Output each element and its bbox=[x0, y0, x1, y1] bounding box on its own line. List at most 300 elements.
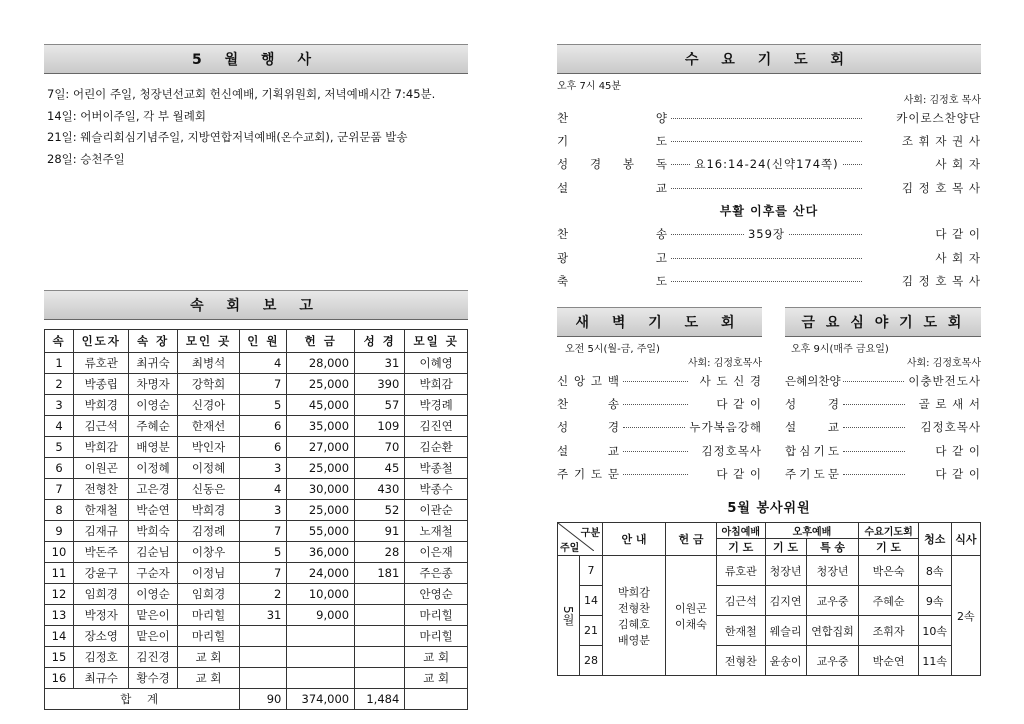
table-cell: 36,000 bbox=[287, 542, 355, 563]
table-cell: 박희경 bbox=[177, 500, 240, 521]
wed-prayer-header: 기 도 bbox=[859, 539, 918, 556]
table-cell: 8 bbox=[45, 500, 74, 521]
order-label-char: 설 bbox=[557, 443, 569, 458]
sermon-title: 부활 이후를 산다 bbox=[719, 203, 819, 218]
table-cell: 배영분 bbox=[129, 437, 177, 458]
table-row bbox=[45, 395, 468, 416]
wed-header: 수요기도회 bbox=[859, 523, 918, 539]
report-header: 속 회 보 고 bbox=[44, 290, 468, 320]
events-list bbox=[44, 84, 468, 170]
table-cell: 이혜영 bbox=[405, 353, 468, 374]
order-label-char: 기 bbox=[557, 134, 569, 149]
leader-dots bbox=[843, 380, 904, 382]
table-cell: 430 bbox=[355, 479, 405, 500]
order-value: 사 도 신 경 bbox=[699, 373, 762, 388]
wednesday-meta bbox=[557, 77, 981, 92]
order-label-char: 찬 bbox=[557, 110, 569, 125]
order-value: 김 정 호 목 사 bbox=[901, 180, 981, 195]
table-cell: 15 bbox=[45, 647, 74, 668]
order-label-char: 양 bbox=[655, 110, 667, 125]
table-cell: 25,000 bbox=[287, 500, 355, 521]
table-cell: 10,000 bbox=[287, 584, 355, 605]
order-label-char: 설 bbox=[785, 420, 797, 435]
order-value: 다 같 이 bbox=[935, 443, 981, 458]
table-row bbox=[45, 437, 468, 458]
table-cell: 교 회 bbox=[177, 668, 240, 689]
order-label-char: 도 bbox=[655, 274, 667, 289]
table-cell: 5 bbox=[240, 395, 287, 416]
service-cell: 10속 bbox=[918, 616, 951, 646]
service-cell: 9속 bbox=[918, 586, 951, 616]
table-cell: 31 bbox=[355, 353, 405, 374]
dawn-header: 새 벽 기 도 회 bbox=[557, 307, 762, 337]
table-cell: 109 bbox=[355, 416, 405, 437]
leader-dots bbox=[671, 187, 862, 189]
wednesday-host: 사회: 김정호 목사 bbox=[903, 95, 981, 106]
table-cell: 신동은 bbox=[177, 479, 240, 500]
order-label-char: 경 bbox=[589, 157, 602, 172]
order-line bbox=[785, 439, 981, 462]
order-label-char: 도 bbox=[827, 443, 839, 458]
order-label bbox=[557, 156, 667, 172]
service-offering bbox=[666, 556, 717, 676]
event-item: 28일: 승천주일 bbox=[47, 151, 125, 166]
friday-order bbox=[785, 369, 981, 486]
leader-dots bbox=[789, 233, 862, 235]
left-page bbox=[44, 0, 468, 724]
guide-name: 배영분 bbox=[618, 633, 650, 647]
table-cell: 교 회 bbox=[405, 668, 468, 689]
leader-dots bbox=[623, 473, 688, 475]
order-line bbox=[785, 392, 981, 415]
order-value: 사 회 자 bbox=[935, 250, 981, 265]
order-line bbox=[557, 176, 981, 199]
service-cell: 전형찬 bbox=[717, 646, 766, 676]
service-cell: 11속 bbox=[918, 646, 951, 676]
order-label-char: 송 bbox=[607, 397, 619, 412]
order-label-char: 성 bbox=[557, 157, 569, 172]
offering-name: 이원곤 bbox=[675, 601, 707, 615]
order-label-char: 교 bbox=[655, 180, 667, 195]
order-label-char: 고 bbox=[655, 250, 667, 265]
table-cell bbox=[240, 626, 287, 647]
table-cell bbox=[355, 584, 405, 605]
order-value: 다 같 이 bbox=[935, 467, 981, 482]
order-value: 누가복음강해 bbox=[689, 420, 762, 435]
table-cell: 김근석 bbox=[74, 416, 129, 437]
table-cell: 3 bbox=[240, 500, 287, 521]
leader-dots bbox=[671, 163, 690, 165]
order-line bbox=[557, 153, 981, 176]
table-cell: 김재규 bbox=[74, 521, 129, 542]
order-label-char: 혜 bbox=[796, 373, 808, 388]
table-cell: 최규수 bbox=[74, 668, 129, 689]
order-label-char: 송 bbox=[655, 227, 667, 242]
offering-name: 이채숙 bbox=[675, 617, 707, 631]
table-cell: 박희감 bbox=[74, 437, 129, 458]
table-row bbox=[45, 647, 468, 668]
table-row bbox=[45, 626, 468, 647]
leader-dots bbox=[671, 257, 862, 259]
service-cell: 청장년 bbox=[806, 556, 859, 586]
order-label bbox=[557, 443, 619, 459]
table-cell: 6 bbox=[45, 458, 74, 479]
table-cell: 마리힐 bbox=[405, 605, 468, 626]
report-col-header: 모일 곳 bbox=[405, 330, 468, 353]
table-cell: 25,000 bbox=[287, 374, 355, 395]
table-cell: 김정례 bbox=[177, 521, 240, 542]
service-cell: 박순연 bbox=[859, 646, 918, 676]
table-row bbox=[45, 374, 468, 395]
service-cell: 웨슬리 bbox=[765, 616, 806, 646]
order-value: 골 로 새 서 bbox=[918, 397, 981, 412]
total-offering: 374,000 bbox=[287, 689, 355, 710]
table-row bbox=[45, 500, 468, 521]
order-line bbox=[785, 416, 981, 439]
report-table bbox=[44, 329, 468, 710]
order-label-char: 은 bbox=[785, 373, 797, 388]
order-line bbox=[557, 463, 762, 486]
order-label-char: 앙 bbox=[573, 373, 586, 388]
friday-host: 사회: 김정호목사 bbox=[906, 358, 981, 369]
order-label-char: 광 bbox=[557, 250, 569, 265]
table-cell: 35,000 bbox=[287, 416, 355, 437]
table-cell: 박종수 bbox=[405, 479, 468, 500]
table-cell: 4 bbox=[240, 479, 287, 500]
table-cell: 5 bbox=[45, 437, 74, 458]
order-label-char: 신 bbox=[557, 373, 569, 388]
order-label-char: 찬 bbox=[557, 227, 569, 242]
table-cell bbox=[287, 647, 355, 668]
table-cell: 11 bbox=[45, 563, 74, 584]
afternoon-special-header: 특 송 bbox=[806, 539, 859, 556]
service-day: 21 bbox=[580, 616, 603, 646]
table-cell: 구순자 bbox=[129, 563, 177, 584]
table-cell: 이영순 bbox=[129, 395, 177, 416]
table-cell: 31 bbox=[240, 605, 287, 626]
leader-dots bbox=[843, 163, 862, 165]
report-col-header: 헌 금 bbox=[287, 330, 355, 353]
table-cell: 10 bbox=[45, 542, 74, 563]
table-cell: 박순연 bbox=[129, 500, 177, 521]
order-label-char: 축 bbox=[557, 274, 569, 289]
table-row bbox=[45, 668, 468, 689]
table-cell bbox=[287, 626, 355, 647]
offering-header: 헌 금 bbox=[666, 523, 717, 556]
leader-dots bbox=[843, 403, 905, 405]
clean-header: 청소 bbox=[918, 523, 951, 556]
order-label-char: 도 bbox=[813, 467, 825, 482]
table-row bbox=[45, 605, 468, 626]
service-cell: 한재철 bbox=[717, 616, 766, 646]
order-label bbox=[557, 419, 619, 435]
table-row bbox=[45, 584, 468, 605]
order-line bbox=[557, 246, 981, 269]
table-cell: 교 회 bbox=[177, 647, 240, 668]
table-cell: 김진연 bbox=[405, 416, 468, 437]
table-cell: 2 bbox=[45, 374, 74, 395]
service-cell: 교우중 bbox=[806, 586, 859, 616]
order-label bbox=[557, 180, 667, 196]
service-cell: 연합집회 bbox=[806, 616, 859, 646]
table-cell: 강윤구 bbox=[74, 563, 129, 584]
order-line bbox=[557, 129, 981, 152]
table-cell: 류호관 bbox=[74, 353, 129, 374]
friday-prayer-box bbox=[785, 307, 981, 486]
total-empty bbox=[405, 689, 468, 710]
order-value: 사 회 자 bbox=[935, 157, 982, 172]
table-cell: 김정호 bbox=[74, 647, 129, 668]
wednesday-order-2 bbox=[557, 223, 981, 293]
report-col-header: 속 bbox=[45, 330, 74, 353]
table-cell: 28,000 bbox=[287, 353, 355, 374]
service-day: 14 bbox=[580, 586, 603, 616]
table-cell: 안영순 bbox=[405, 584, 468, 605]
order-label-char: 문 bbox=[607, 467, 619, 482]
table-cell: 최귀숙 bbox=[129, 353, 177, 374]
table-cell: 55,000 bbox=[287, 521, 355, 542]
afternoon-prayer-header: 기 도 bbox=[765, 539, 806, 556]
table-cell: 1 bbox=[45, 353, 74, 374]
table-cell: 교 회 bbox=[405, 647, 468, 668]
events-header: 5 월 행 사 bbox=[44, 44, 468, 74]
leader-dots bbox=[623, 380, 688, 382]
table-cell: 3 bbox=[240, 458, 287, 479]
report-header-row bbox=[45, 330, 468, 353]
dawn-host: 사회: 김정호목사 bbox=[687, 358, 762, 369]
table-cell: 박희감 bbox=[405, 374, 468, 395]
table-cell: 최병석 bbox=[177, 353, 240, 374]
table-cell bbox=[355, 626, 405, 647]
event-item: 7일: 어린이 주일, 청장년선교회 헌신예배, 기획위원회, 저녁예배시간 7:45분. bbox=[47, 87, 436, 101]
table-cell: 맡은이 bbox=[129, 605, 177, 626]
order-label-char: 성 bbox=[785, 397, 797, 412]
event-item: 14일: 어버이주일, 각 부 월례회 bbox=[47, 108, 206, 123]
wednesday-time: 오후 7시 45분 bbox=[557, 81, 622, 92]
service-month: 5월 bbox=[558, 556, 580, 676]
order-line bbox=[557, 416, 762, 439]
table-cell: 김진경 bbox=[129, 647, 177, 668]
order-label-char: 교 bbox=[607, 443, 619, 458]
order-line bbox=[557, 223, 981, 246]
order-label-char: 의 bbox=[807, 373, 819, 388]
table-cell: 7 bbox=[45, 479, 74, 500]
leader-dots bbox=[623, 450, 688, 452]
order-label bbox=[557, 466, 619, 482]
leader-dots bbox=[671, 280, 862, 282]
order-line bbox=[557, 369, 762, 392]
table-cell: 마리힐 bbox=[177, 626, 240, 647]
order-label-char: 도 bbox=[655, 134, 667, 149]
table-cell: 6 bbox=[240, 416, 287, 437]
dawn-prayer-box bbox=[557, 307, 762, 486]
table-cell: 맡은이 bbox=[129, 626, 177, 647]
service-guide bbox=[603, 556, 666, 676]
order-label-char: 문 bbox=[827, 467, 839, 482]
order-label-char: 주 bbox=[557, 467, 569, 482]
order-label bbox=[557, 373, 619, 389]
table-cell: 박희경 bbox=[74, 395, 129, 416]
table-cell: 박종립 bbox=[74, 374, 129, 395]
order-label bbox=[557, 133, 667, 149]
table-cell: 12 bbox=[45, 584, 74, 605]
table-cell bbox=[287, 668, 355, 689]
total-label: 합 계 bbox=[45, 689, 240, 710]
leader-dots bbox=[671, 233, 744, 235]
service-title: 5월 봉사위원 bbox=[727, 501, 811, 516]
table-cell: 4 bbox=[240, 353, 287, 374]
wednesday-header: 수 요 기 도 회 bbox=[557, 44, 981, 74]
morning-prayer-header: 기 도 bbox=[717, 539, 766, 556]
service-cell: 청장년 bbox=[765, 556, 806, 586]
table-cell: 박인자 bbox=[177, 437, 240, 458]
table-cell: 마리힐 bbox=[177, 605, 240, 626]
table-total-row bbox=[45, 689, 468, 710]
leader-dots bbox=[843, 450, 905, 452]
table-cell: 박돈주 bbox=[74, 542, 129, 563]
order-label-char: 설 bbox=[557, 180, 569, 195]
guide-header: 안 내 bbox=[603, 523, 666, 556]
table-cell: 주은종 bbox=[405, 563, 468, 584]
table-cell: 박종철 bbox=[405, 458, 468, 479]
order-label bbox=[557, 273, 667, 289]
order-label-char: 양 bbox=[829, 373, 841, 388]
table-cell: 27,000 bbox=[287, 437, 355, 458]
corner-bottom-label: 주일 bbox=[560, 543, 580, 554]
table-cell: 7 bbox=[240, 374, 287, 395]
service-cell: 김지연 bbox=[765, 586, 806, 616]
service-cell: 김근석 bbox=[717, 586, 766, 616]
report-col-header: 인 원 bbox=[240, 330, 287, 353]
order-value: 다 같 이 bbox=[716, 397, 762, 412]
table-cell: 4 bbox=[45, 416, 74, 437]
order-label bbox=[785, 466, 839, 482]
guide-name: 김혜호 bbox=[618, 617, 650, 631]
table-cell: 한재선 bbox=[177, 416, 240, 437]
order-label-char: 합 bbox=[785, 443, 797, 458]
order-label bbox=[557, 396, 619, 412]
morning-header: 아침예배 bbox=[717, 523, 766, 539]
table-cell: 52 bbox=[355, 500, 405, 521]
order-label-char: 도 bbox=[590, 467, 603, 482]
order-line bbox=[557, 106, 981, 129]
corner-top-label: 구분 bbox=[580, 528, 600, 539]
order-value: 다 같 이 bbox=[716, 467, 762, 482]
table-cell: 이영순 bbox=[129, 584, 177, 605]
total-bible: 1,484 bbox=[355, 689, 405, 710]
table-cell: 3 bbox=[45, 395, 74, 416]
order-detail: 359장 bbox=[747, 227, 786, 242]
service-cell: 류호관 bbox=[717, 556, 766, 586]
table-cell: 노재철 bbox=[405, 521, 468, 542]
table-cell: 70 bbox=[355, 437, 405, 458]
table-cell: 91 bbox=[355, 521, 405, 542]
corner-cell bbox=[558, 523, 603, 556]
service-table bbox=[557, 522, 981, 676]
table-cell: 한재철 bbox=[74, 500, 129, 521]
table-cell: 30,000 bbox=[287, 479, 355, 500]
report-col-header: 속 장 bbox=[129, 330, 177, 353]
order-label bbox=[557, 110, 667, 126]
table-cell: 이은재 bbox=[405, 542, 468, 563]
table-cell: 6 bbox=[240, 437, 287, 458]
leader-dots bbox=[671, 117, 862, 119]
order-value: 김 정 호 목 사 bbox=[901, 274, 981, 289]
table-cell bbox=[355, 668, 405, 689]
meal-header: 식사 bbox=[951, 523, 980, 556]
table-cell: 390 bbox=[355, 374, 405, 395]
order-label-char: 기 bbox=[813, 443, 825, 458]
table-cell: 57 bbox=[355, 395, 405, 416]
table-cell: 주혜순 bbox=[129, 416, 177, 437]
report-col-header: 모인 곳 bbox=[177, 330, 240, 353]
table-cell bbox=[355, 647, 405, 668]
table-cell bbox=[240, 647, 287, 668]
order-label-char: 기 bbox=[573, 467, 586, 482]
order-label bbox=[785, 419, 839, 435]
service-cell: 8속 bbox=[918, 556, 951, 586]
order-line bbox=[785, 369, 981, 392]
friday-time: 오후 9시(매주 금요일) bbox=[791, 344, 889, 355]
service-day: 7 bbox=[580, 556, 603, 586]
order-label-char: 독 bbox=[655, 157, 667, 172]
table-cell: 14 bbox=[45, 626, 74, 647]
leader-dots bbox=[843, 426, 905, 428]
order-value: 카이로스찬양단 bbox=[896, 110, 981, 125]
table-cell: 박정자 bbox=[74, 605, 129, 626]
order-label-char: 경 bbox=[827, 397, 839, 412]
table-row bbox=[45, 521, 468, 542]
service-meal: 2속 bbox=[951, 556, 980, 676]
table-cell: 황수경 bbox=[129, 668, 177, 689]
service-cell: 윤송이 bbox=[765, 646, 806, 676]
table-cell: 박희숙 bbox=[129, 521, 177, 542]
service-cell: 주혜순 bbox=[859, 586, 918, 616]
dawn-order bbox=[557, 369, 762, 486]
service-section bbox=[557, 497, 981, 676]
service-day: 28 bbox=[580, 646, 603, 676]
order-line bbox=[557, 439, 762, 462]
service-cell: 교우중 bbox=[806, 646, 859, 676]
order-label-char: 봉 bbox=[622, 157, 635, 172]
order-label-char: 고 bbox=[590, 373, 603, 388]
order-label bbox=[785, 443, 839, 459]
leader-dots bbox=[671, 140, 862, 142]
order-label-char: 백 bbox=[607, 373, 619, 388]
order-value: 김정호목사 bbox=[920, 420, 981, 435]
order-label bbox=[785, 396, 839, 412]
order-label bbox=[785, 373, 839, 389]
table-cell: 16 bbox=[45, 668, 74, 689]
table-cell: 28 bbox=[355, 542, 405, 563]
table-cell: 강학희 bbox=[177, 374, 240, 395]
wednesday-order bbox=[557, 106, 981, 200]
service-cell: 조휘자 bbox=[859, 616, 918, 646]
table-row bbox=[45, 542, 468, 563]
table-cell: 7 bbox=[240, 563, 287, 584]
table-cell: 45,000 bbox=[287, 395, 355, 416]
report-col-header: 인도자 bbox=[74, 330, 129, 353]
table-cell: 박경례 bbox=[405, 395, 468, 416]
table-cell: 이원곤 bbox=[74, 458, 129, 479]
order-label-char: 찬 bbox=[557, 397, 569, 412]
table-cell: 신경아 bbox=[177, 395, 240, 416]
total-people: 90 bbox=[240, 689, 287, 710]
table-cell: 5 bbox=[240, 542, 287, 563]
leader-dots bbox=[623, 426, 685, 428]
order-value: 이충반전도사 bbox=[908, 373, 981, 388]
order-line bbox=[785, 463, 981, 486]
